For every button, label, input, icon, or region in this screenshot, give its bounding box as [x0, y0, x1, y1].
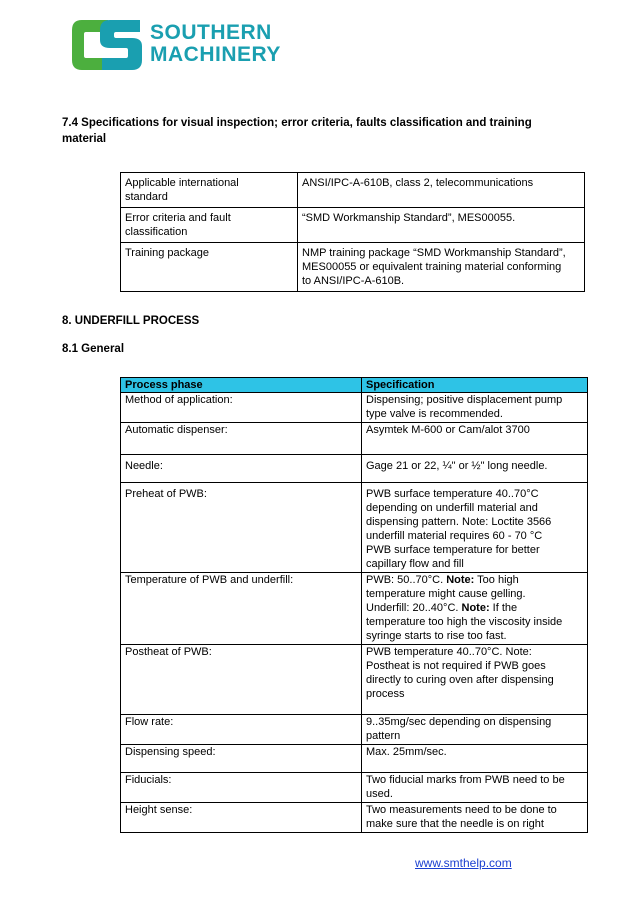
- spec-line: depending on underfill material and: [366, 502, 538, 514]
- cell-text: Error criteria and fault: [125, 212, 231, 224]
- spec-line: underfill material requires 60 - 70 °C: [366, 530, 543, 542]
- table-cell: [121, 243, 298, 292]
- spec-line: process: [366, 688, 405, 700]
- table-row: [121, 483, 588, 573]
- spec-text: Too high: [474, 574, 519, 586]
- table-row: [121, 745, 588, 773]
- spec-text: PWB: 50..70°C.: [366, 574, 447, 586]
- cell-text: standard: [125, 191, 168, 203]
- phase-cell: Automatic dispenser:: [121, 423, 362, 455]
- spec-line: type valve is recommended.: [366, 408, 503, 420]
- section-7-4-heading: [62, 115, 532, 147]
- table-row: [121, 803, 588, 833]
- spec-line: Max. 25mm/sec.: [366, 746, 447, 758]
- spec-cell: [362, 573, 588, 645]
- spec-line: directly to curing oven after dispensing: [366, 674, 554, 686]
- spec-line: [366, 601, 583, 615]
- footer-website-link[interactable]: www.smthelp.com: [415, 856, 512, 870]
- spec-line: PWB surface temperature 40..70°C: [366, 488, 539, 500]
- table-cell: [298, 243, 585, 292]
- phase-cell: Temperature of PWB and underfill:: [121, 573, 362, 645]
- cell-text: Training package: [125, 247, 209, 259]
- logo-wordmark: [150, 22, 281, 66]
- spec-line: temperature might cause gelling.: [366, 588, 526, 600]
- spec-line: Two fiducial marks from PWB need to be: [366, 774, 565, 786]
- logo-line2: MACHINERY: [150, 43, 281, 66]
- header-specification: Specification: [362, 378, 588, 393]
- cell-text: to ANSI/IPC-A-610B.: [302, 275, 405, 287]
- spec-line: Asymtek M-600 or Cam/alot 3700: [366, 424, 530, 436]
- logo-mark-icon: [68, 16, 146, 74]
- section-8-heading: 8. UNDERFILL PROCESS: [62, 315, 200, 327]
- table-cell: [121, 173, 298, 208]
- section-7-4-title-line1: 7.4 Specifications for visual inspection; error criteria, faults classification and training: [62, 117, 532, 129]
- spec-cell: [362, 393, 588, 423]
- phase-cell: Height sense:: [121, 803, 362, 833]
- table-row: [121, 645, 588, 715]
- table-row: [121, 455, 588, 483]
- underfill-process-table: [120, 377, 588, 833]
- phase-cell: Preheat of PWB:: [121, 483, 362, 573]
- section-8-1-heading: 8.1 General: [62, 343, 125, 355]
- table-header-row: [121, 378, 588, 393]
- phase-cell: Method of application:: [121, 393, 362, 423]
- logo-line1: SOUTHERN: [150, 21, 272, 44]
- spec-line: syringe starts to rise too fast.: [366, 630, 507, 642]
- phase-cell: Flow rate:: [121, 715, 362, 745]
- phase-cell: Fiducials:: [121, 773, 362, 803]
- table-row: [121, 773, 588, 803]
- phase-cell: Dispensing speed:: [121, 745, 362, 773]
- note-label: Note:: [446, 574, 475, 586]
- spec-line: dispensing pattern. Note: Loctite 3566: [366, 516, 552, 528]
- phase-cell: Needle:: [121, 455, 362, 483]
- spec-line: PWB temperature 40..70°C. Note:: [366, 646, 532, 658]
- cell-text: “SMD Workmanship Standard”, MES00055.: [302, 212, 516, 224]
- spec-line: pattern: [366, 730, 401, 742]
- spec-line: [366, 573, 583, 587]
- company-logo: [68, 16, 308, 76]
- spec-cell: [362, 715, 588, 745]
- note-label: Note:: [461, 602, 490, 614]
- spec-line: capillary flow and fill: [366, 558, 464, 570]
- spec-line: temperature too high the viscosity inside: [366, 616, 563, 628]
- spec-line: 9..35mg/sec depending on dispensing: [366, 716, 552, 728]
- cell-text: NMP training package “SMD Workmanship Standard”,: [302, 247, 566, 259]
- spec-line: Gage 21 or 22, ¼" or ½" long needle.: [366, 460, 548, 472]
- visual-inspection-table: [120, 172, 585, 292]
- table-cell: [298, 208, 585, 243]
- cell-text: Applicable international: [125, 177, 239, 189]
- phase-cell: Postheat of PWB:: [121, 645, 362, 715]
- spec-line: Two measurements need to be done to: [366, 804, 557, 816]
- spec-cell: [362, 745, 588, 773]
- section-7-4-title-line2: material: [62, 133, 107, 145]
- spec-cell: [362, 773, 588, 803]
- table-cell: [298, 173, 585, 208]
- table-row: [121, 208, 585, 243]
- table-cell: [121, 208, 298, 243]
- spec-line: make sure that the needle is on right: [366, 818, 544, 830]
- spec-line: Dispensing; positive displacement pump: [366, 394, 563, 406]
- spec-cell: [362, 423, 588, 455]
- table-row: [121, 173, 585, 208]
- table-row: [121, 715, 588, 745]
- spec-line: Postheat is not required if PWB goes: [366, 660, 546, 672]
- spec-cell: [362, 645, 588, 715]
- table-row: [121, 573, 588, 645]
- spec-cell: [362, 483, 588, 573]
- table-row: [121, 243, 585, 292]
- table-row: [121, 423, 588, 455]
- spec-text: If the: [489, 602, 518, 614]
- spec-line: PWB surface temperature for better: [366, 544, 540, 556]
- table-row: [121, 393, 588, 423]
- spec-text: Underfill: 20..40°C.: [366, 602, 462, 614]
- spec-cell: [362, 803, 588, 833]
- cell-text: ANSI/IPC-A-610B, class 2, telecommunications: [302, 177, 534, 189]
- cell-text: MES00055 or equivalent training material conforming: [302, 261, 562, 273]
- header-process-phase: Process phase: [121, 378, 362, 393]
- spec-line: used.: [366, 788, 393, 800]
- cell-text: classification: [125, 226, 188, 238]
- spec-cell: [362, 455, 588, 483]
